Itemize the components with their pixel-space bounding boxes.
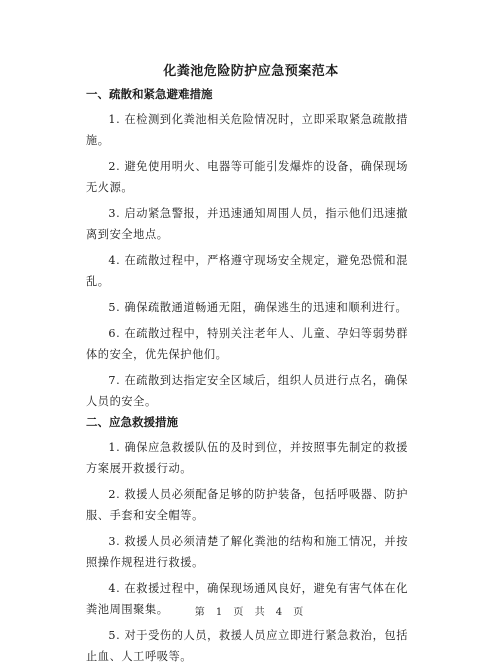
document-title: 化粪池危险防护应急预案范本 (163, 64, 339, 79)
section-rescue (86, 412, 408, 667)
paragraph: 2. 救援人员必须配备足够的防护装备，包括呼吸器、防护服、手套和安全帽等。 (86, 488, 408, 522)
paragraph: 3. 救援人员必须清楚了解化粪池的结构和施工情况，并按照操作规程进行救援。 (86, 535, 408, 569)
paragraph: 4. 在救援过程中，确保现场通风良好，避免有害气体在化粪池周围聚集。 (86, 582, 408, 616)
paragraph: 4. 在疏散过程中，严格遵守现场安全规定，避免恐慌和混乱。 (86, 254, 408, 288)
section-heading: 一、疏散和紧急避难措施 (86, 87, 213, 101)
page-number-footer: 第 1 页 共 4 页 (194, 607, 308, 618)
section-heading: 二、应急救援措施 (86, 415, 178, 429)
section-evacuation (86, 84, 408, 412)
paragraph: 1. 确保应急救援队伍的及时到位，并按照事先制定的救援方案展开救援行动。 (86, 441, 408, 475)
paragraph: 3. 启动紧急警报，并迅速通知周围人员，指示他们迅速撤离到安全地点。 (86, 207, 408, 241)
paragraph: 5. 对于受伤的人员，救援人员应立即进行紧急救治，包括止血、人工呼吸等。 (86, 629, 408, 663)
document-body (86, 84, 408, 667)
paragraph: 1. 在检测到化粪池相关危险情况时，立即采取紧急疏散措施。 (86, 113, 408, 147)
paragraph: 2. 避免使用明火、电器等可能引发爆炸的设备，确保现场无火源。 (86, 160, 408, 194)
paragraph: 7. 在疏散到达指定安全区域后，组织人员进行点名，确保人员的安全。 (86, 374, 408, 408)
paragraph: 5. 确保疏散通道畅通无阻，确保逃生的迅速和顺利进行。 (108, 301, 408, 314)
paragraph: 6. 在疏散过程中，特别关注老年人、儿童、孕妇等弱势群体的安全，优先保护他们。 (86, 327, 408, 361)
